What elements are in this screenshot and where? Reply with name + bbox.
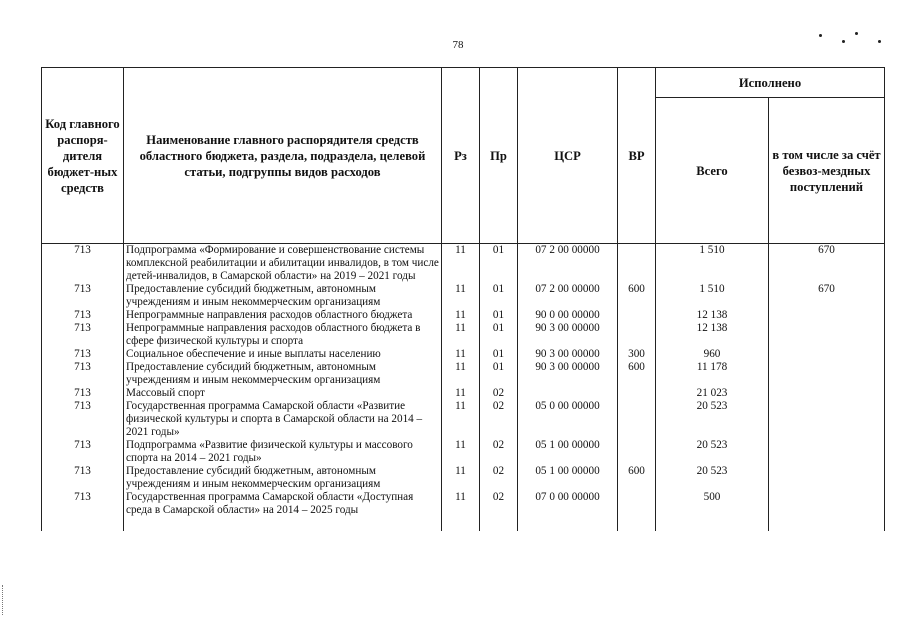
cell-csr: 90 0 00 00000 [518, 309, 618, 322]
cell-csr: 05 0 00 00000 [518, 400, 618, 439]
cell-pr: 02 [480, 387, 518, 400]
cell-vr [618, 244, 656, 284]
cell-csr: 07 2 00 00000 [518, 244, 618, 284]
cell-code: 713 [42, 465, 124, 491]
cell-vr [618, 309, 656, 322]
cell-total: 20 523 [656, 439, 769, 465]
cell-code: 713 [42, 309, 124, 322]
table-row [42, 283, 885, 309]
header-code: Код главного распоря-дителя бюджет-ных средств [42, 68, 124, 244]
table-row [42, 465, 885, 491]
cell-rz: 11 [442, 244, 480, 284]
cell-pr: 01 [480, 244, 518, 284]
page-number: 78 [452, 39, 464, 51]
cell-code: 713 [42, 439, 124, 465]
cell-name: Подпрограмма «Развитие физической культуры и массового спорта на 2014 – 2021 годы» [124, 439, 442, 465]
cell-rz: 11 [442, 387, 480, 400]
cell-gratuitous [769, 400, 885, 439]
cell-gratuitous [769, 309, 885, 322]
table-row [42, 348, 885, 361]
header-name: Наименование главного распорядителя средств областного бюджета, раздела, подраздела, целевой статьи, подгруппы видов расходов [124, 68, 442, 244]
cell-total: 1 510 [656, 244, 769, 284]
header-pr: Пр [480, 68, 518, 244]
cell-total: 500 [656, 491, 769, 531]
cell-vr [618, 439, 656, 465]
cell-pr: 02 [480, 465, 518, 491]
cell-gratuitous [769, 491, 885, 531]
cell-rz: 11 [442, 283, 480, 309]
cell-name: Непрограммные направления расходов областного бюджета в сфере физической культуры и спорта [124, 322, 442, 348]
cell-rz: 11 [442, 439, 480, 465]
cell-csr: 90 3 00 00000 [518, 322, 618, 348]
header-csr: ЦСР [518, 68, 618, 244]
cell-total: 20 523 [656, 465, 769, 491]
cell-pr: 01 [480, 348, 518, 361]
cell-csr: 07 2 00 00000 [518, 283, 618, 309]
table-row [42, 244, 885, 284]
cell-pr: 01 [480, 283, 518, 309]
cell-name: Государственная программа Самарской области «Доступная среда в Самарской области» на 2014 – 2025 годы [124, 491, 442, 531]
cell-code: 713 [42, 387, 124, 400]
table-row [42, 387, 885, 400]
cell-vr: 600 [618, 465, 656, 491]
cell-name: Социальное обеспечение и иные выплаты населению [124, 348, 442, 361]
table-body [42, 244, 885, 532]
cell-csr: 07 0 00 00000 [518, 491, 618, 531]
table-row [42, 322, 885, 348]
cell-csr: 05 1 00 00000 [518, 439, 618, 465]
cell-rz: 11 [442, 322, 480, 348]
cell-vr: 600 [618, 361, 656, 387]
cell-total: 12 138 [656, 322, 769, 348]
cell-code: 713 [42, 322, 124, 348]
table-header [42, 68, 885, 244]
cell-code: 713 [42, 400, 124, 439]
scan-margin-mark [2, 585, 7, 615]
table-row [42, 309, 885, 322]
cell-total: 12 138 [656, 309, 769, 322]
cell-gratuitous [769, 465, 885, 491]
cell-name: Предоставление субсидий бюджетным, автономным учреждениям и иным некоммерческим организациям [124, 465, 442, 491]
cell-name: Предоставление субсидий бюджетным, автономным учреждениям и иным некоммерческим организациям [124, 283, 442, 309]
cell-code: 713 [42, 244, 124, 284]
cell-pr: 01 [480, 309, 518, 322]
table-row [42, 491, 885, 531]
cell-gratuitous [769, 439, 885, 465]
header-rz: Рз [442, 68, 480, 244]
cell-rz: 11 [442, 309, 480, 322]
cell-vr: 300 [618, 348, 656, 361]
cell-csr [518, 387, 618, 400]
header-executed: Исполнено [656, 68, 885, 98]
cell-total: 21 023 [656, 387, 769, 400]
cell-pr: 02 [480, 400, 518, 439]
cell-rz: 11 [442, 361, 480, 387]
cell-gratuitous: 670 [769, 244, 885, 284]
table-row [42, 439, 885, 465]
header-gratuitous: в том числе за счёт безвоз-мездных поступлений [769, 98, 885, 244]
cell-name: Непрограммные направления расходов областного бюджета [124, 309, 442, 322]
cell-total: 20 523 [656, 400, 769, 439]
cell-vr [618, 491, 656, 531]
cell-rz: 11 [442, 491, 480, 531]
cell-vr: 600 [618, 283, 656, 309]
cell-gratuitous: 670 [769, 283, 885, 309]
cell-vr [618, 387, 656, 400]
cell-pr: 01 [480, 322, 518, 348]
scan-specks [815, 30, 885, 46]
cell-name: Государственная программа Самарской области «Развитие физической культуры и спорта в Самарской области на 2014 – 2021 годы» [124, 400, 442, 439]
cell-code: 713 [42, 361, 124, 387]
header-vr: ВР [618, 68, 656, 244]
cell-name: Предоставление субсидий бюджетным, автономным учреждениям и иным некоммерческим организациям [124, 361, 442, 387]
table-row [42, 361, 885, 387]
cell-name: Подпрограмма «Формирование и совершенствование системы комплексной реабилитации и абилитации инвалидов, в том числе детей-инвалидов, в Самарской области» на 2019 – 2021 годы [124, 244, 442, 284]
cell-code: 713 [42, 348, 124, 361]
cell-total: 960 [656, 348, 769, 361]
cell-pr: 02 [480, 439, 518, 465]
cell-pr: 01 [480, 361, 518, 387]
budget-table [41, 67, 885, 531]
cell-rz: 11 [442, 400, 480, 439]
cell-gratuitous [769, 387, 885, 400]
cell-pr: 02 [480, 491, 518, 531]
cell-vr [618, 400, 656, 439]
cell-name: Массовый спорт [124, 387, 442, 400]
cell-rz: 11 [442, 465, 480, 491]
cell-csr: 90 3 00 00000 [518, 361, 618, 387]
cell-code: 713 [42, 283, 124, 309]
cell-code: 713 [42, 491, 124, 531]
cell-total: 1 510 [656, 283, 769, 309]
cell-csr: 05 1 00 00000 [518, 465, 618, 491]
header-total: Всего [656, 98, 769, 244]
cell-rz: 11 [442, 348, 480, 361]
cell-gratuitous [769, 361, 885, 387]
cell-gratuitous [769, 322, 885, 348]
cell-total: 11 178 [656, 361, 769, 387]
cell-vr [618, 322, 656, 348]
cell-gratuitous [769, 348, 885, 361]
cell-csr: 90 3 00 00000 [518, 348, 618, 361]
table-row [42, 400, 885, 439]
